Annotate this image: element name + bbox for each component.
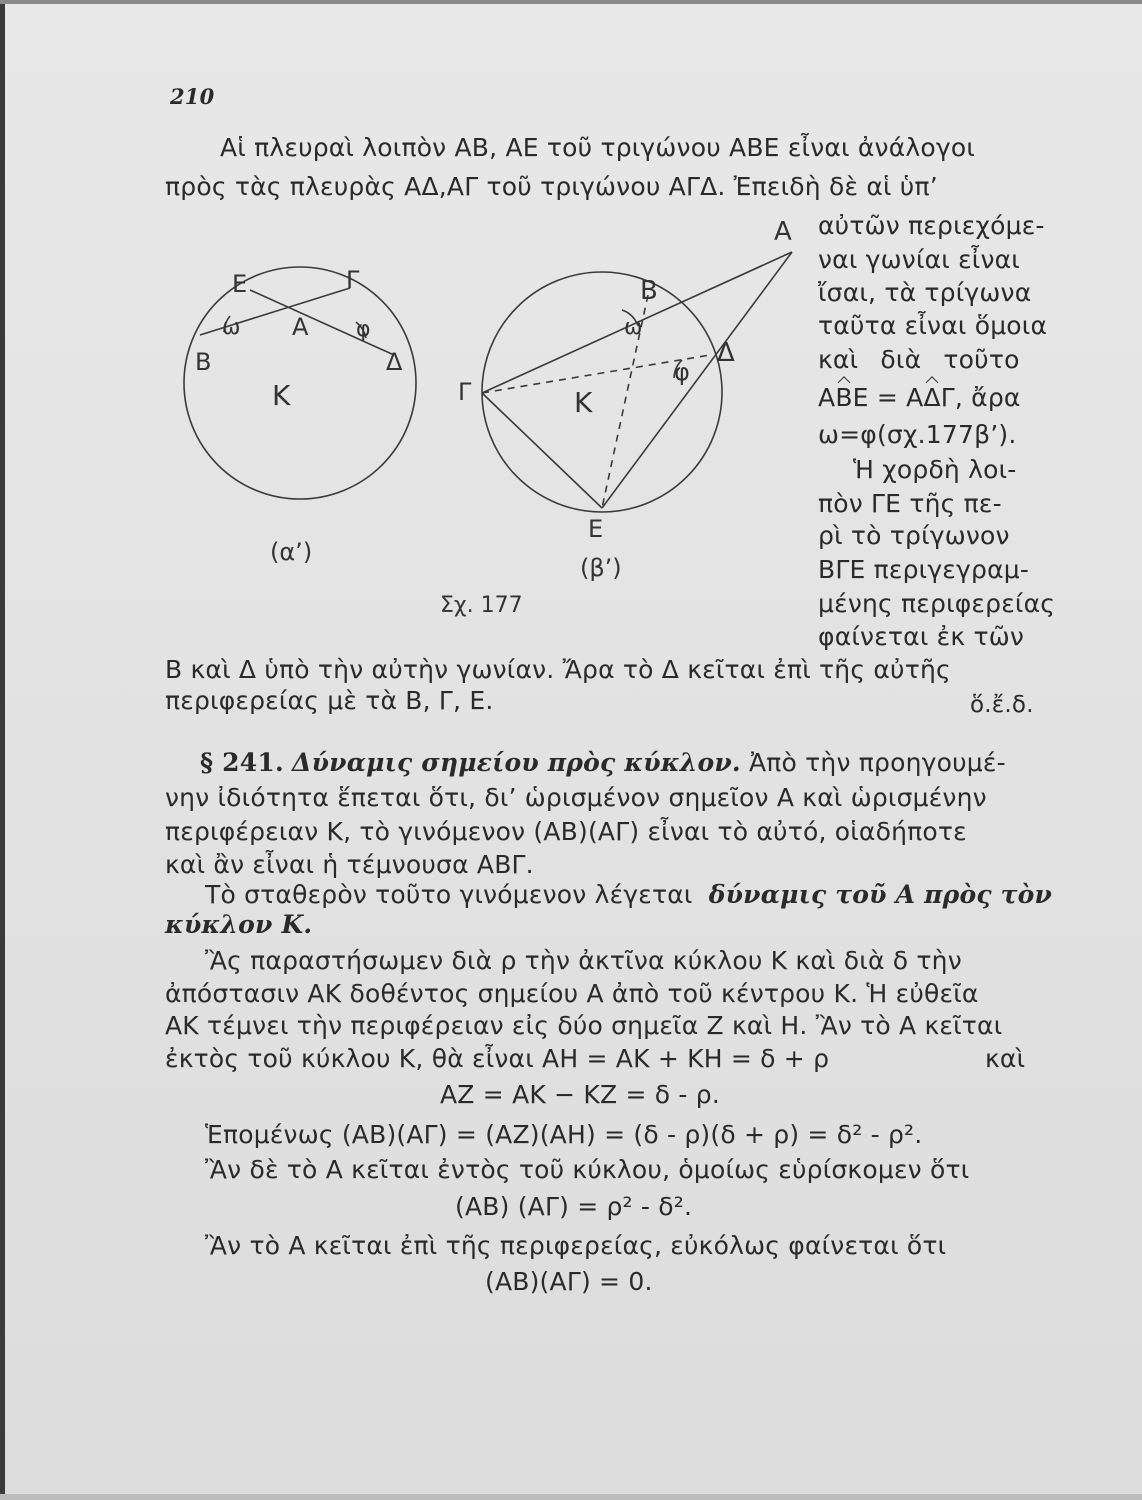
figure-177: [170, 200, 820, 620]
definition-text: Τὸ σταθερὸν τοῦτο γινόμενον λέγεται: [205, 880, 693, 909]
section-line-3: καὶ ἂν εἶναι ἡ τέμνουσα ΑΒΓ.: [165, 850, 534, 879]
angle-eq-right-post: Γ, ἄρα: [940, 383, 1021, 412]
section-line-1: νην ἰδιότητα ἕπεται ὅτι, δι’ ὡρισμένον σημεῖον Α καὶ ὡρισμένην: [165, 783, 987, 812]
fig-b-label-phi: φ: [674, 358, 690, 386]
side-line-3: ἴσαι, τὰ τρίγωνα: [818, 278, 1032, 307]
angle-eq-sign: =: [868, 383, 907, 412]
body-line-3: ΑΚ τέμνει τὴν περιφέρειαν εἰς δύο σημεῖα Ζ καὶ Η. Ἂν τὸ Α κεῖται: [165, 1011, 1003, 1040]
section-first-line-rest: Ἀπὸ τὴν προηγουμέ-: [748, 748, 1006, 777]
page-number: 210: [170, 84, 215, 109]
side-line-1: αὐτῶν περιεχόμε-: [818, 211, 1045, 240]
side-line-12: φαίνεται ἐκ τῶν: [818, 622, 1024, 651]
formula-az: ΑΖ = ΑΚ − ΚΖ = δ - ρ.: [440, 1080, 720, 1109]
side-line-10: ΒΓΕ περιγεγραμ-: [818, 555, 1030, 584]
body-line-4: ἐκτὸς τοῦ κύκλου Κ, θὰ εἶναι ΑΗ = ΑΚ + ΚΗ = δ + ρ: [165, 1044, 830, 1073]
side-line-7: Ἡ χορδὴ λοι-: [853, 455, 1017, 484]
formula-inside: (ΑΒ) (ΑΓ) = ρ² - δ².: [455, 1192, 693, 1221]
fig-b-label-k: Κ: [574, 386, 593, 419]
fig-a-circle: [184, 267, 416, 499]
body-line-1: Ἂς παραστήσωμεν διὰ ρ τὴν ἀκτῖνα κύκλου Κ καὶ διὰ δ τὴν: [205, 946, 962, 975]
fig-b-circle: [482, 272, 722, 512]
inside-text: Ἂν δὲ τὸ Α κεῖται ἐντὸς τοῦ κύκλου, ὁμοίως εὑρίσκομεν ὅτι: [205, 1155, 970, 1184]
angle-eq-left-hat: Β: [835, 383, 853, 412]
intro-line-2: πρὸς τὰς πλευρὰς ΑΔ,ΑΓ τοῦ τριγώνου ΑΓΔ. Ἐπειδὴ δὲ αἱ ὑπ’: [165, 172, 938, 201]
fig-b-caption: (β’): [580, 554, 622, 582]
fig-a-label-g: Γ: [346, 266, 360, 294]
intro-line-1: Αἱ πλευραὶ λοιπὸν ΑΒ, ΑΕ τοῦ τριγώνου ΑΒΕ εἶναι ἀνάλογοι: [220, 133, 976, 162]
formula-on-circle: (ΑΒ)(ΑΓ) = 0.: [485, 1267, 653, 1296]
body-line-4-kai: καὶ: [985, 1044, 1026, 1073]
section-number: § 241.: [200, 748, 284, 777]
fig-a-label-d: Δ: [386, 348, 403, 376]
figure-caption: Σχ. 177: [440, 593, 523, 618]
side-line-9: ρὶ τὸ τρίγωνον: [818, 521, 1010, 550]
body-line-2: ἀπόστασιν ΑΚ δοθέντος σημείου Α ἀπὸ τοῦ κέντρου Κ. Ἡ εὐθεῖα: [165, 979, 979, 1008]
fig-a-label-phi: φ: [356, 317, 371, 342]
section-line-2: περιφέρειαν Κ, τὸ γινόμενον (ΑΒ)(ΑΓ) εἶναι τὸ αὐτό, οἱαδήποτε: [165, 817, 967, 846]
section-heading-line: [200, 748, 1006, 777]
fig-a-label-e: Ε: [232, 270, 248, 298]
fig-b-label-a: Α: [774, 217, 792, 247]
on-circle-text: Ἂν τὸ Α κεῖται ἐπὶ τῆς περιφερείας, εὐκόλως φαίνεται ὅτι: [205, 1231, 947, 1260]
fig-b-label-d: Δ: [717, 338, 735, 368]
angle-eq-right-hat: Δ: [923, 383, 941, 412]
formula-consequently: Ἑπομένως (ΑΒ)(ΑΓ) = (ΑΖ)(ΑΗ) = (δ - ρ)(δ + ρ) = δ² - ρ².: [205, 1120, 923, 1149]
fig-b-label-b: Β: [640, 276, 658, 306]
side-line-2: ναι γωνίαι εἶναι: [818, 245, 1020, 274]
side-line-4: ταῦτα εἶναι ὅμοια: [818, 311, 1048, 340]
fig-b-label-g: Γ: [458, 378, 472, 406]
after-figure-line-1: Β καὶ Δ ὑπὸ τὴν αὐτὴν γωνίαν. Ἄρα τὸ Δ κεῖται ἐπὶ τῆς αὐτῆς: [165, 655, 951, 684]
side-line-5: καὶ διὰ τοῦτο: [818, 345, 1020, 374]
side-line-6: ω=φ(σχ.177β’).: [818, 420, 1017, 449]
definition-line: [205, 880, 1052, 909]
fig-b-label-e: Ε: [588, 515, 604, 543]
definition-term: δύναμις τοῦ Α πρὸς τὸν: [708, 880, 1053, 909]
page-left-edge: [0, 0, 5, 1500]
after-figure-line-2: περιφερείας μὲ τὰ Β, Γ, Ε.: [165, 686, 494, 715]
section-title: Δύναμις σημείου πρὸς κύκλον.: [292, 748, 741, 777]
fig-a-line-e-d: [250, 290, 394, 355]
angle-equality: [818, 383, 1021, 412]
fig-a-label-a: Α: [292, 313, 309, 341]
angle-eq-right-pre: Α: [906, 383, 924, 412]
fig-a-label-b: Β: [195, 348, 212, 376]
side-line-11: μένης περιφερείας: [818, 589, 1056, 618]
fig-a-label-omega: ω: [222, 315, 241, 340]
qed-mark: ὅ.ἔ.δ.: [970, 692, 1034, 718]
fig-a-caption: (α’): [270, 538, 313, 566]
definition-term-line-2: κύκλον Κ.: [165, 910, 313, 939]
page-bottom-edge: [0, 1494, 1142, 1500]
angle-eq-left-pre: Α: [818, 383, 836, 412]
angle-eq-left-post: Ε: [852, 383, 869, 412]
side-line-8: πὸν ΓΕ τῆς πε-: [818, 489, 1002, 518]
fig-b-label-omega: ω: [624, 315, 643, 340]
fig-a-label-k: Κ: [272, 379, 291, 412]
page-top-edge: [0, 0, 1142, 4]
fig-b-secant-ad: [602, 252, 792, 508]
